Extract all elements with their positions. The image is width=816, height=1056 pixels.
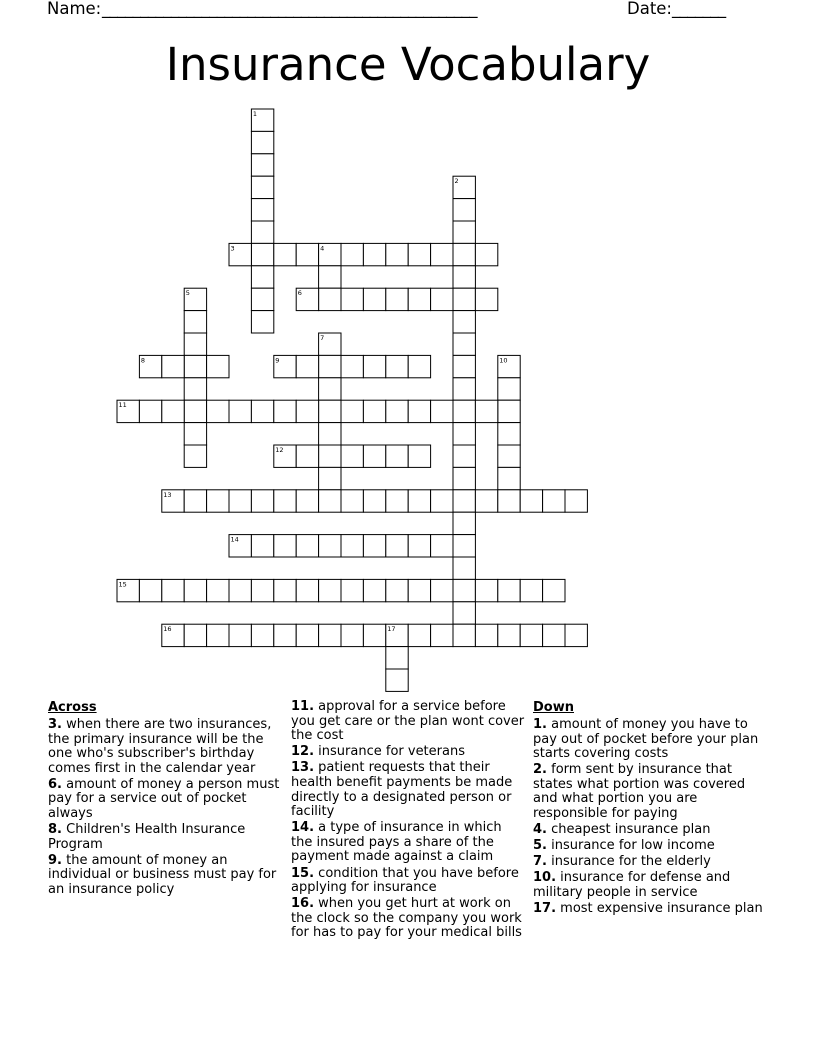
clue-text: Children's Health Insurance Program	[48, 822, 246, 852]
crossword-cell[interactable]	[251, 490, 273, 512]
clue-across-14	[291, 821, 526, 865]
crossword-cell[interactable]	[341, 288, 363, 310]
crossword-cell[interactable]	[386, 669, 408, 691]
clue-down-1	[533, 718, 771, 762]
clue-down-17	[533, 902, 771, 917]
crossword-cell[interactable]	[296, 624, 318, 646]
crossword-cell[interactable]	[341, 400, 363, 422]
clue-across-8	[48, 823, 280, 852]
crossword-cell[interactable]	[475, 288, 497, 310]
crossword-cell[interactable]	[386, 355, 408, 377]
clue-across-16	[291, 897, 526, 941]
clue-number: 15.	[291, 865, 315, 881]
crossword-cell[interactable]	[229, 624, 251, 646]
crossword-cell[interactable]	[498, 445, 520, 467]
date-blank-line[interactable]: _______	[672, 0, 726, 18]
clue-across-6	[48, 778, 280, 822]
crossword-cell[interactable]	[475, 400, 497, 422]
crossword-cell[interactable]	[229, 400, 251, 422]
crossword-cell[interactable]	[296, 579, 318, 601]
crossword-cell[interactable]	[162, 579, 184, 601]
crossword-cell[interactable]	[251, 624, 273, 646]
crossword-cell[interactable]	[274, 400, 296, 422]
clue-number: 14.	[291, 820, 315, 836]
crossword-cell[interactable]	[207, 355, 229, 377]
clue-number: 10.	[533, 870, 557, 886]
crossword-cell[interactable]	[408, 288, 430, 310]
crossword-cell[interactable]	[498, 400, 520, 422]
crossword-cell[interactable]	[162, 355, 184, 377]
crossword-cell[interactable]	[453, 266, 475, 288]
crossword-cell[interactable]	[251, 199, 273, 221]
crossword-cell[interactable]	[386, 579, 408, 601]
clue-text: approval for a service before you get care or the plan wont cover the cost	[291, 699, 525, 744]
crossword-cell[interactable]	[475, 490, 497, 512]
crossword-cell[interactable]	[520, 579, 542, 601]
crossword-cell[interactable]	[475, 243, 497, 265]
crossword-cell[interactable]	[431, 243, 453, 265]
clue-number: 1.	[533, 717, 547, 732]
crossword-cell[interactable]	[543, 579, 565, 601]
crossword-cell[interactable]	[543, 490, 565, 512]
clue-down-7	[533, 855, 771, 870]
clue-across-3	[48, 718, 280, 776]
crossword-cell[interactable]	[296, 445, 318, 467]
crossword-cell[interactable]	[251, 311, 273, 333]
crossword-cell[interactable]	[251, 579, 273, 601]
crossword-cell[interactable]	[386, 445, 408, 467]
clue-text: the amount of money an individual or business must pay for an insurance policy	[48, 852, 277, 898]
clue-text: insurance for low income	[551, 838, 715, 854]
crossword-cell[interactable]	[251, 288, 273, 310]
crossword-cell[interactable]	[453, 378, 475, 400]
crossword-cell[interactable]	[408, 445, 430, 467]
crossword-cell[interactable]	[319, 624, 341, 646]
crossword-cell[interactable]	[408, 243, 430, 265]
crossword-cell[interactable]	[363, 490, 385, 512]
crossword-cell[interactable]	[453, 602, 475, 624]
crossword-cell[interactable]	[408, 624, 430, 646]
crossword-cell[interactable]	[498, 490, 520, 512]
clue-text: amount of money a person must pay for a service out of pocket always	[48, 776, 280, 822]
cell-clue-number: 6	[297, 289, 302, 298]
crossword-cell[interactable]	[319, 423, 341, 445]
crossword-cell[interactable]	[498, 378, 520, 400]
page-title: Insurance Vocabulary	[165, 38, 651, 91]
name-label: Name:	[47, 0, 102, 18]
clue-number: 12.	[291, 744, 315, 760]
cell-clue-number: 15	[118, 580, 127, 589]
clue-number: 17.	[533, 901, 557, 917]
crossword-cell[interactable]	[498, 467, 520, 489]
crossword-cell[interactable]	[251, 154, 273, 176]
clue-number: 11.	[291, 699, 315, 714]
crossword-cell[interactable]	[139, 579, 161, 601]
crossword-cell[interactable]	[296, 355, 318, 377]
crossword-cell[interactable]	[274, 624, 296, 646]
crossword-cell[interactable]	[408, 579, 430, 601]
crossword-cell[interactable]	[184, 333, 206, 355]
cell-clue-number: 5	[185, 289, 190, 298]
crossword-cell[interactable]	[520, 490, 542, 512]
crossword-cell[interactable]	[453, 355, 475, 377]
crossword-cell[interactable]	[363, 579, 385, 601]
crossword-cell[interactable]	[363, 243, 385, 265]
crossword-cell[interactable]	[274, 535, 296, 557]
clue-text: condition that you have before applying for insurance	[291, 865, 519, 896]
crossword-cell[interactable]	[431, 400, 453, 422]
crossword-cell[interactable]	[453, 311, 475, 333]
crossword-cell[interactable]	[319, 535, 341, 557]
cell-clue-number: 11	[118, 401, 127, 410]
clue-across-12	[291, 745, 526, 760]
crossword-cell[interactable]	[251, 400, 273, 422]
crossword-cell[interactable]	[453, 557, 475, 579]
clue-down-4	[533, 823, 771, 838]
crossword-cell[interactable]	[386, 490, 408, 512]
crossword-cell[interactable]	[543, 624, 565, 646]
crossword-cell[interactable]	[251, 221, 273, 243]
crossword-cell[interactable]	[319, 288, 341, 310]
cell-clue-number: 3	[230, 244, 235, 253]
crossword-cell[interactable]	[408, 490, 430, 512]
crossword-cell[interactable]	[319, 266, 341, 288]
across-clues-column-1	[48, 700, 280, 899]
crossword-cell[interactable]	[453, 221, 475, 243]
crossword-cell[interactable]	[274, 243, 296, 265]
crossword-cell[interactable]	[184, 624, 206, 646]
cell-clue-number: 13	[163, 490, 172, 499]
crossword-cell[interactable]	[431, 288, 453, 310]
crossword-cell[interactable]	[251, 266, 273, 288]
cell-clue-number: 12	[275, 446, 284, 454]
crossword-cell[interactable]	[184, 355, 206, 377]
clue-number: 9.	[48, 852, 62, 868]
crossword-cell[interactable]	[251, 176, 273, 198]
crossword-cell[interactable]	[184, 579, 206, 601]
crossword-cell[interactable]	[184, 490, 206, 512]
crossword-cell[interactable]	[319, 579, 341, 601]
crossword-cell[interactable]	[184, 400, 206, 422]
cell-clue-number: 14	[230, 535, 239, 544]
crossword-cell[interactable]	[274, 490, 296, 512]
clue-text: cheapest insurance plan	[551, 822, 711, 838]
crossword-cell[interactable]	[520, 624, 542, 646]
date-label: Date:	[627, 0, 672, 18]
crossword-cell[interactable]	[431, 490, 453, 512]
name-blank-line[interactable]: _________________________________________________	[102, 0, 477, 18]
crossword-cell[interactable]	[386, 535, 408, 557]
crossword-cell[interactable]	[162, 400, 184, 422]
cell-clue-number: 16	[163, 625, 172, 634]
crossword-cell[interactable]	[207, 579, 229, 601]
cell-clue-number: 10	[499, 356, 508, 365]
clue-across-15	[291, 867, 526, 896]
crossword-cell[interactable]	[251, 243, 273, 265]
crossword-cell[interactable]	[207, 490, 229, 512]
cell-clue-number: 9	[275, 356, 280, 365]
crossword-cell[interactable]	[363, 400, 385, 422]
clue-text: form sent by insurance that states what portion was covered and what portion you are responsible for paying	[533, 762, 746, 822]
crossword-cell[interactable]	[229, 490, 251, 512]
crossword-cell[interactable]	[184, 378, 206, 400]
crossword-cell[interactable]	[408, 535, 430, 557]
crossword-cell[interactable]	[363, 355, 385, 377]
down-clues-column	[533, 700, 771, 918]
crossword-cell[interactable]	[363, 624, 385, 646]
clue-text: patient requests that their health benefit payments be made directly to a designated person or facility	[291, 760, 513, 820]
crossword-cell[interactable]	[453, 535, 475, 557]
crossword-cell[interactable]	[319, 445, 341, 467]
crossword-cell[interactable]	[386, 243, 408, 265]
crossword-cell[interactable]	[565, 490, 587, 512]
clue-across-13	[291, 761, 526, 819]
clue-number: 7.	[533, 854, 547, 870]
crossword-cell[interactable]	[453, 333, 475, 355]
crossword-cell[interactable]	[319, 400, 341, 422]
crossword-cell[interactable]	[139, 400, 161, 422]
crossword-cell[interactable]	[408, 400, 430, 422]
crossword-cell[interactable]	[207, 624, 229, 646]
crossword-cell[interactable]	[453, 467, 475, 489]
crossword-cell[interactable]	[453, 423, 475, 445]
crossword-cell[interactable]	[453, 288, 475, 310]
crossword-cell[interactable]	[319, 467, 341, 489]
clue-down-10	[533, 871, 771, 900]
clue-number: 13.	[291, 760, 315, 776]
cell-clue-number: 2	[454, 177, 459, 186]
crossword-cell[interactable]	[296, 490, 318, 512]
clue-text: amount of money you have to pay out of pocket before your plan starts covering costs	[533, 717, 759, 762]
across-clues-column-2	[291, 700, 526, 943]
down-heading: Down	[533, 700, 574, 715]
crossword-cell[interactable]	[498, 423, 520, 445]
clue-text: insurance for defense and military people in service	[533, 870, 731, 901]
clue-down-2	[533, 763, 771, 821]
clue-down-5	[533, 839, 771, 854]
crossword-cell[interactable]	[274, 579, 296, 601]
crossword-cell[interactable]	[431, 624, 453, 646]
crossword-cell[interactable]	[565, 624, 587, 646]
clue-text: when there are two insurances, the primary insurance will be the one who's subscriber's birthday comes first in the calendar year	[48, 717, 272, 776]
cell-clue-number: 8	[140, 356, 146, 365]
crossword-cell[interactable]	[341, 355, 363, 377]
crossword-cell[interactable]	[319, 378, 341, 400]
cell-clue-number: 4	[320, 244, 325, 253]
crossword-cell[interactable]	[431, 535, 453, 557]
crossword-cell[interactable]	[341, 445, 363, 467]
crossword-cell[interactable]	[251, 131, 273, 153]
crossword-cell[interactable]	[475, 624, 497, 646]
crossword-cell[interactable]	[408, 355, 430, 377]
clue-number: 16.	[291, 896, 315, 912]
crossword-cell[interactable]	[341, 243, 363, 265]
crossword-cell[interactable]	[386, 288, 408, 310]
crossword-cell[interactable]	[453, 624, 475, 646]
clue-number: 8.	[48, 822, 62, 838]
cell-clue-number: 7	[320, 334, 325, 342]
crossword-cell[interactable]	[341, 624, 363, 646]
crossword-cell[interactable]	[341, 535, 363, 557]
crossword-cell[interactable]	[475, 579, 497, 601]
crossword-cell[interactable]	[386, 647, 408, 669]
crossword-cell[interactable]	[453, 490, 475, 512]
crossword-cell[interactable]	[453, 579, 475, 601]
crossword-cell[interactable]	[296, 243, 318, 265]
crossword-cell[interactable]	[453, 199, 475, 221]
crossword-cell[interactable]	[184, 311, 206, 333]
crossword-cell[interactable]	[229, 579, 251, 601]
crossword-cell[interactable]	[498, 579, 520, 601]
crossword-cell[interactable]	[207, 400, 229, 422]
crossword-cell[interactable]	[453, 512, 475, 534]
crossword-cell[interactable]	[498, 624, 520, 646]
crossword-cell[interactable]	[363, 535, 385, 557]
crossword-cell[interactable]	[453, 445, 475, 467]
crossword-cell[interactable]	[341, 490, 363, 512]
cell-clue-number: 17	[387, 625, 396, 634]
clue-number: 3.	[48, 717, 62, 732]
clue-text: a type of insurance in which the insured pays a share of the payment made against a claim	[291, 820, 502, 865]
crossword-cell[interactable]	[453, 243, 475, 265]
crossword-cell[interactable]	[296, 400, 318, 422]
clue-text: insurance for veterans	[318, 744, 465, 760]
clue-number: 5.	[533, 838, 547, 854]
across-heading: Across	[48, 700, 97, 715]
clue-text: when you get hurt at work on the clock so the company you work for has to pay for your medical bills	[291, 896, 522, 941]
crossword-cell[interactable]	[363, 445, 385, 467]
crossword-cell[interactable]	[386, 400, 408, 422]
clue-number: 6.	[48, 776, 62, 792]
clue-text: insurance for the elderly	[551, 854, 711, 870]
crossword-cell[interactable]	[363, 288, 385, 310]
cell-clue-number: 1	[252, 110, 258, 118]
crossword-cell[interactable]	[319, 490, 341, 512]
crossword-cell[interactable]	[296, 535, 318, 557]
crossword-cell[interactable]	[319, 355, 341, 377]
clue-number: 2.	[533, 762, 547, 778]
crossword-cell[interactable]	[184, 423, 206, 445]
clue-number: 4.	[533, 822, 547, 838]
crossword-cell[interactable]	[341, 579, 363, 601]
clue-text: most expensive insurance plan	[560, 901, 763, 917]
crossword-cell[interactable]	[453, 400, 475, 422]
clue-across-9	[48, 854, 280, 898]
crossword-cell[interactable]	[431, 579, 453, 601]
crossword-cell[interactable]	[184, 445, 206, 467]
clue-across-11	[291, 700, 526, 744]
crossword-cell[interactable]	[251, 535, 273, 557]
